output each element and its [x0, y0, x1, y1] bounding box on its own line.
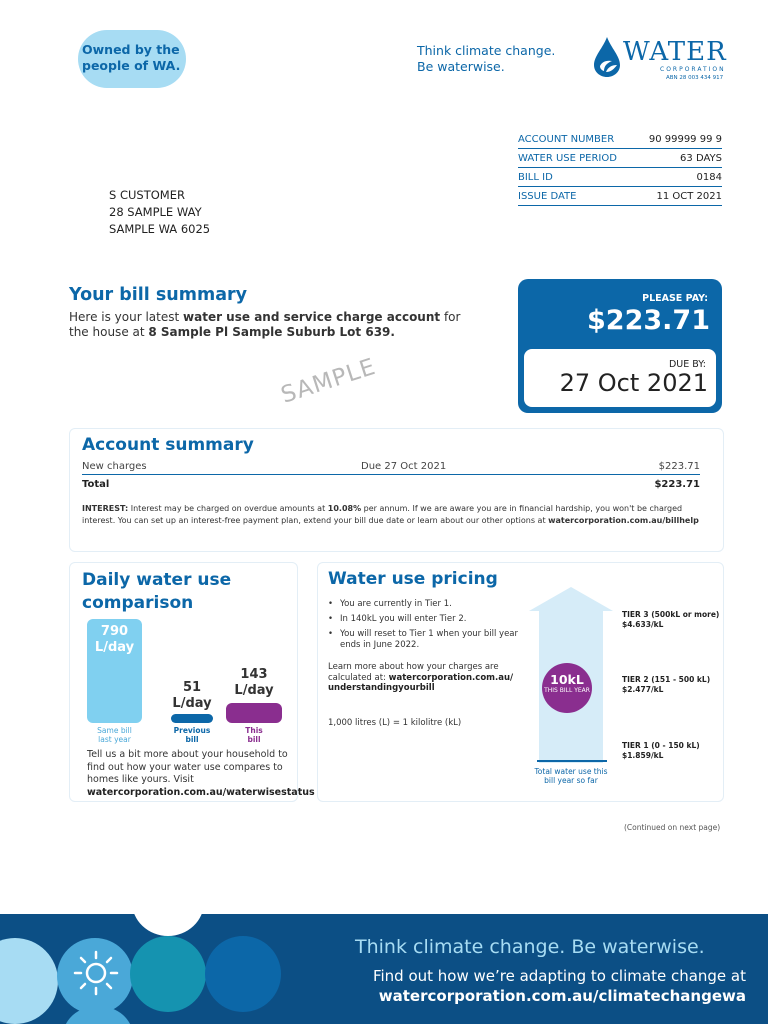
caption-line: Same bill: [97, 726, 132, 735]
water-use-period-row: [518, 149, 722, 168]
interest-rate: 10.08%: [327, 504, 362, 513]
new-charges-due: Due 27 Oct 2021: [361, 461, 447, 472]
bill-id-row: [518, 168, 722, 187]
water-use-pricing-panel: [317, 562, 724, 802]
footer-circle: [205, 936, 281, 1012]
tagline-line-2: Be waterwise.: [417, 59, 505, 74]
due-date-box: [524, 349, 716, 407]
bill-year-usage-value: 10kL: [550, 672, 584, 687]
account-info-label: BILL ID: [518, 171, 553, 183]
due-date: 27 Oct 2021: [559, 369, 708, 397]
footer-banner: [0, 914, 768, 1024]
caption-line: Previous: [173, 726, 211, 735]
tier-2-price: [622, 675, 722, 694]
bill-help-link[interactable]: watercorporation.com.au/billhelp: [548, 515, 699, 525]
desc-part: Here is your latest: [69, 310, 184, 324]
tier-rate: $4.633/kL: [622, 619, 664, 629]
continued-note: (Continued on next page): [624, 823, 721, 832]
header-tagline: [417, 43, 577, 75]
caption-line: bill: [247, 735, 261, 744]
account-summary-title: Account summary: [82, 435, 254, 455]
new-charges-label: New charges: [82, 461, 147, 472]
desc-account-type: water use and service charge account: [183, 310, 441, 324]
sample-watermark: SAMPLE: [278, 353, 380, 409]
tier-status-list: [328, 599, 518, 655]
interest-notice: [82, 503, 700, 526]
caption-line: last year: [98, 735, 131, 744]
logo-subtitle: CORPORATION: [660, 66, 726, 73]
total-use-caption: Total water use this bill year so far: [534, 767, 608, 785]
water-drop-icon: [592, 36, 622, 78]
customer-name: S CUSTOMER: [109, 188, 185, 202]
account-info-value: 11 OCT 2021: [656, 190, 722, 202]
litre-conversion-note: 1,000 litres (L) = 1 kilolitre (kL): [328, 718, 462, 728]
bar-value: 143: [240, 667, 268, 682]
pricing-learn-more: [328, 662, 528, 694]
tier-name: TIER 2 (151 - 500 kL): [622, 675, 711, 684]
account-info-label: WATER USE PERIOD: [518, 152, 617, 164]
same-bill-last-year-caption: [87, 726, 142, 744]
list-item: • You will reset to Tier 1 when your bill year ends in June 2022.: [328, 629, 518, 651]
address-street: 28 SAMPLE WAY: [109, 205, 202, 219]
footer-circle: [63, 1006, 133, 1024]
interest-label: INTEREST:: [82, 504, 129, 513]
logo-wordmark: WATER: [623, 37, 727, 67]
comparison-text: Tell us a bit more about your household to find out how your water use compares to homes like yours. Visit: [87, 749, 288, 785]
tier-name: TIER 3 (500kL or more): [622, 610, 720, 619]
total-label: Total: [82, 479, 110, 490]
this-bill-value: [220, 667, 288, 699]
account-number-row: [518, 130, 722, 149]
account-info-label: ACCOUNT NUMBER: [518, 133, 615, 145]
list-item: • In 140kL you will enter Tier 2.: [328, 614, 518, 625]
bar-unit: L/day: [94, 640, 135, 655]
previous-bill-bar: [171, 714, 213, 723]
account-info-value: 0184: [696, 171, 722, 183]
logo-abn: ABN 28 003 434 917: [666, 75, 724, 81]
payment-box: [518, 279, 722, 413]
bar-unit: L/day: [234, 683, 274, 698]
footer-text: Find out how we’re adapting to climate change at: [372, 967, 746, 985]
bill-summary-description: [69, 310, 469, 340]
interest-text: per annum. If we are aware you are in financial hardship, you won't be charged interest. You can set up an interest-free payment plan, extend your bill due date or learn about our other options at: [82, 504, 683, 525]
this-bill-bar: [226, 703, 282, 723]
tagline-line-1: Think climate change.: [417, 43, 556, 58]
caption-line: bill: [185, 735, 199, 744]
bill-year-usage-bubble: [542, 663, 592, 713]
pricing-title: Water use pricing: [328, 569, 498, 589]
understanding-bill-link[interactable]: watercorporation.com.au/ understandingyourbill: [328, 672, 514, 693]
this-bill-caption: [226, 726, 282, 744]
bar-value: 51: [182, 680, 202, 695]
owned-line-1: Owned by the: [82, 42, 180, 57]
account-summary-panel: [69, 428, 724, 552]
new-charges-row: [82, 461, 700, 475]
footer-circle: [0, 938, 58, 1024]
bar-unit: L/day: [172, 696, 212, 711]
amount-due: $223.71: [587, 305, 710, 336]
daily-use-title: Daily water use comparison: [82, 570, 232, 613]
new-charges-amount: $223.71: [658, 461, 700, 472]
account-info-value: 63 DAYS: [680, 152, 722, 164]
previous-bill-value: [159, 680, 225, 712]
previous-bill-caption: [162, 726, 222, 744]
please-pay-label: PLEASE PAY:: [642, 293, 708, 304]
same-bill-last-year-value: [87, 624, 142, 656]
tier-rate: $1.859/kL: [622, 750, 664, 760]
account-info-table: [518, 130, 722, 206]
footer-circle: [132, 914, 204, 936]
waterwise-status-link[interactable]: watercorporation.com.au/waterwisestatus: [87, 786, 315, 798]
household-comparison-text: [87, 749, 315, 799]
climate-change-link[interactable]: watercorporation.com.au/climatechangewa: [378, 987, 746, 1005]
account-info-value: 90 99999 99 9: [648, 133, 722, 145]
learn-text: Learn more about how your charges are calculated at:: [328, 662, 499, 683]
tier-rate: $2.477/kL: [622, 684, 664, 694]
footer-circle: [130, 936, 206, 1012]
account-info-label: ISSUE DATE: [518, 190, 577, 202]
address-city: SAMPLE WA 6025: [109, 222, 211, 236]
tier-name: TIER 1 (0 - 150 kL): [622, 741, 700, 750]
caption-line: This: [245, 726, 263, 735]
bill-summary-title: Your bill summary: [69, 285, 248, 305]
customer-address: [109, 187, 210, 238]
desc-part: for the house at: [69, 310, 461, 339]
bill-year-usage-label: THIS BILL YEAR: [544, 687, 590, 694]
interest-text: Interest may be charged on overdue amounts at: [128, 504, 328, 513]
total-row: [82, 479, 700, 493]
daily-water-use-panel: [69, 562, 315, 802]
list-item: • You are currently in Tier 1.: [328, 599, 518, 610]
footer-heading: Think climate change. Be waterwise.: [355, 936, 705, 958]
usage-level-line: [537, 760, 607, 762]
owned-badge-text: [82, 42, 192, 74]
bar-value: 790: [100, 624, 129, 639]
total-amount: $223.71: [654, 479, 700, 490]
due-by-label: DUE BY:: [668, 359, 706, 370]
issue-date-row: [518, 187, 722, 206]
tier-1-price: [622, 741, 722, 760]
tier-3-price: [622, 610, 722, 629]
owned-line-2: people of WA.: [82, 58, 181, 73]
sun-icon: [72, 949, 120, 997]
desc-property: 8 Sample Pl Sample Suburb Lot 639.: [148, 325, 395, 339]
